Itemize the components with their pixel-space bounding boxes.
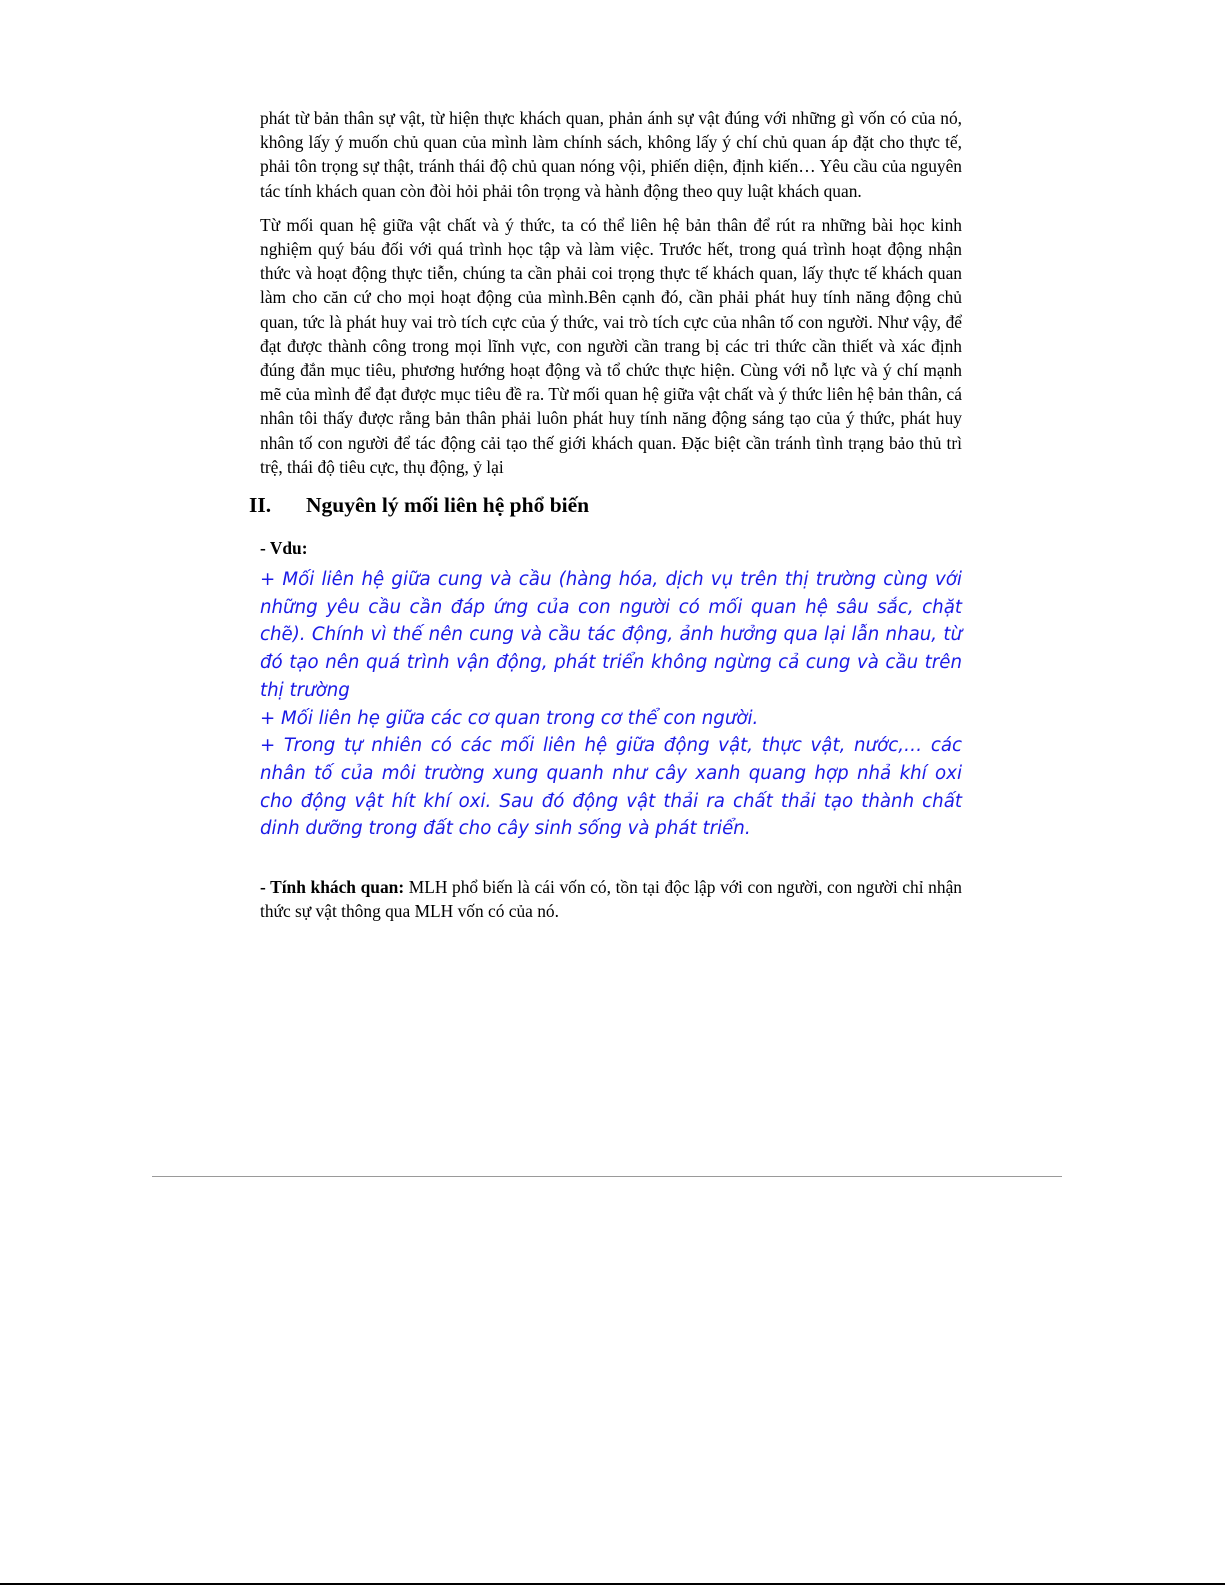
example-label: - Vdu:: [260, 538, 308, 559]
paragraph-objectivity: phát từ bản thân sự vật, từ hiện thực khách quan, phản ánh sự vật đúng với những gì vốn có của nó, không lấy ý muốn chủ quan của mình làm chính sách, không lấy ý chí chủ quan áp đặt cho thực tế, phải tôn trọng sự thật, tránh thái độ chủ quan nóng vội, phiến diện, định kiến… Yêu cầu của nguyên tác tính khách quan còn đòi hỏi phải tôn trọng và hành động theo quy luật khách quan.: [260, 108, 962, 201]
document-content: [249, 106, 962, 933]
objective-label: - Tính khách quan:: [260, 877, 405, 898]
example-item: + Mối liên hệ giữa cung và cầu (hàng hóa, dịch vụ trên thị trường cùng với những yêu cầu cần đáp ứng của con người có mối quan hệ sâu sắc, chặt chẽ). Chính vì thế nên cung và cầu tác động, ảnh hưởng qua lại lẫn nhau, từ đó tạo nên quá trình vận động, phát triển không ngừng cả cung và cầu trên thị trường: [260, 569, 962, 701]
section-title: Nguyên lý mối liên hệ phổ biến: [306, 493, 590, 518]
example-item: + Trong tự nhiên có các mối liên hệ giữa động vật, thực vật, nước,… các nhân tố của môi trường xung quanh như cây xanh quang hợp nhả khí oxi cho động vật hít khí oxi. Sau đó động vật thải ra chất thải tạo thành chất dinh dưỡng trong đất cho cây sinh sống và phát triển.: [260, 735, 962, 840]
page-footer-divider: [152, 1176, 1062, 1177]
example-item: + Mối liên hẹ giữa các cơ quan trong cơ thể con người.: [260, 707, 759, 729]
section-number: II.: [249, 493, 272, 518]
examples-block: [260, 566, 962, 843]
section-heading: [249, 493, 962, 518]
paragraph-self-reflection: Từ mối quan hệ giữa vật chất và ý thức, ta có thể liên hệ bản thân để rút ra những bài học kinh nghiệm quý báu đối với quá trình học tập và làm việc. Trước hết, trong quá trình hoạt động nhận thức và hoạt động thực tiễn, chúng ta cần phải coi trọng thực tế khách quan, lấy thực tế khách quan làm cho căn cứ cho mọi hoạt động của mình.Bên cạnh đó, cần phải phát huy tính năng động chủ quan, tức là phát huy vai trò tích cực của ý thức, vai trò tích cực của nhân tố con người. Như vậy, để đạt được thành công trong mọi lĩnh vực, con người cần trang bị các tri thức cần thiết và xác định đúng đắn mục tiêu, phương hướng hoạt động và tổ chức thực hiện. Cùng với nỗ lực và ý chí mạnh mẽ của mình để đạt được mục tiêu đề ra. Từ mối quan hệ giữa vật chất và ý thức liên hệ bản thân, cá nhân tôi thấy được rằng bản thân phải luôn phát huy tính năng động sáng tạo của ý thức, phát huy nhân tố con người để tác động cải tạo thế giới khách quan. Đặc biệt cần tránh tình trạng bảo thủ trì trệ, thái độ tiêu cực, thụ động, ỷ lại: [260, 214, 962, 477]
objective-paragraph: [260, 875, 962, 923]
objective-text: MLH phổ biến là cái vốn có, tồn tại độc lập với con người, con người chỉ nhận thức sự vật thông qua MLH vốn có của nó.: [260, 877, 962, 922]
